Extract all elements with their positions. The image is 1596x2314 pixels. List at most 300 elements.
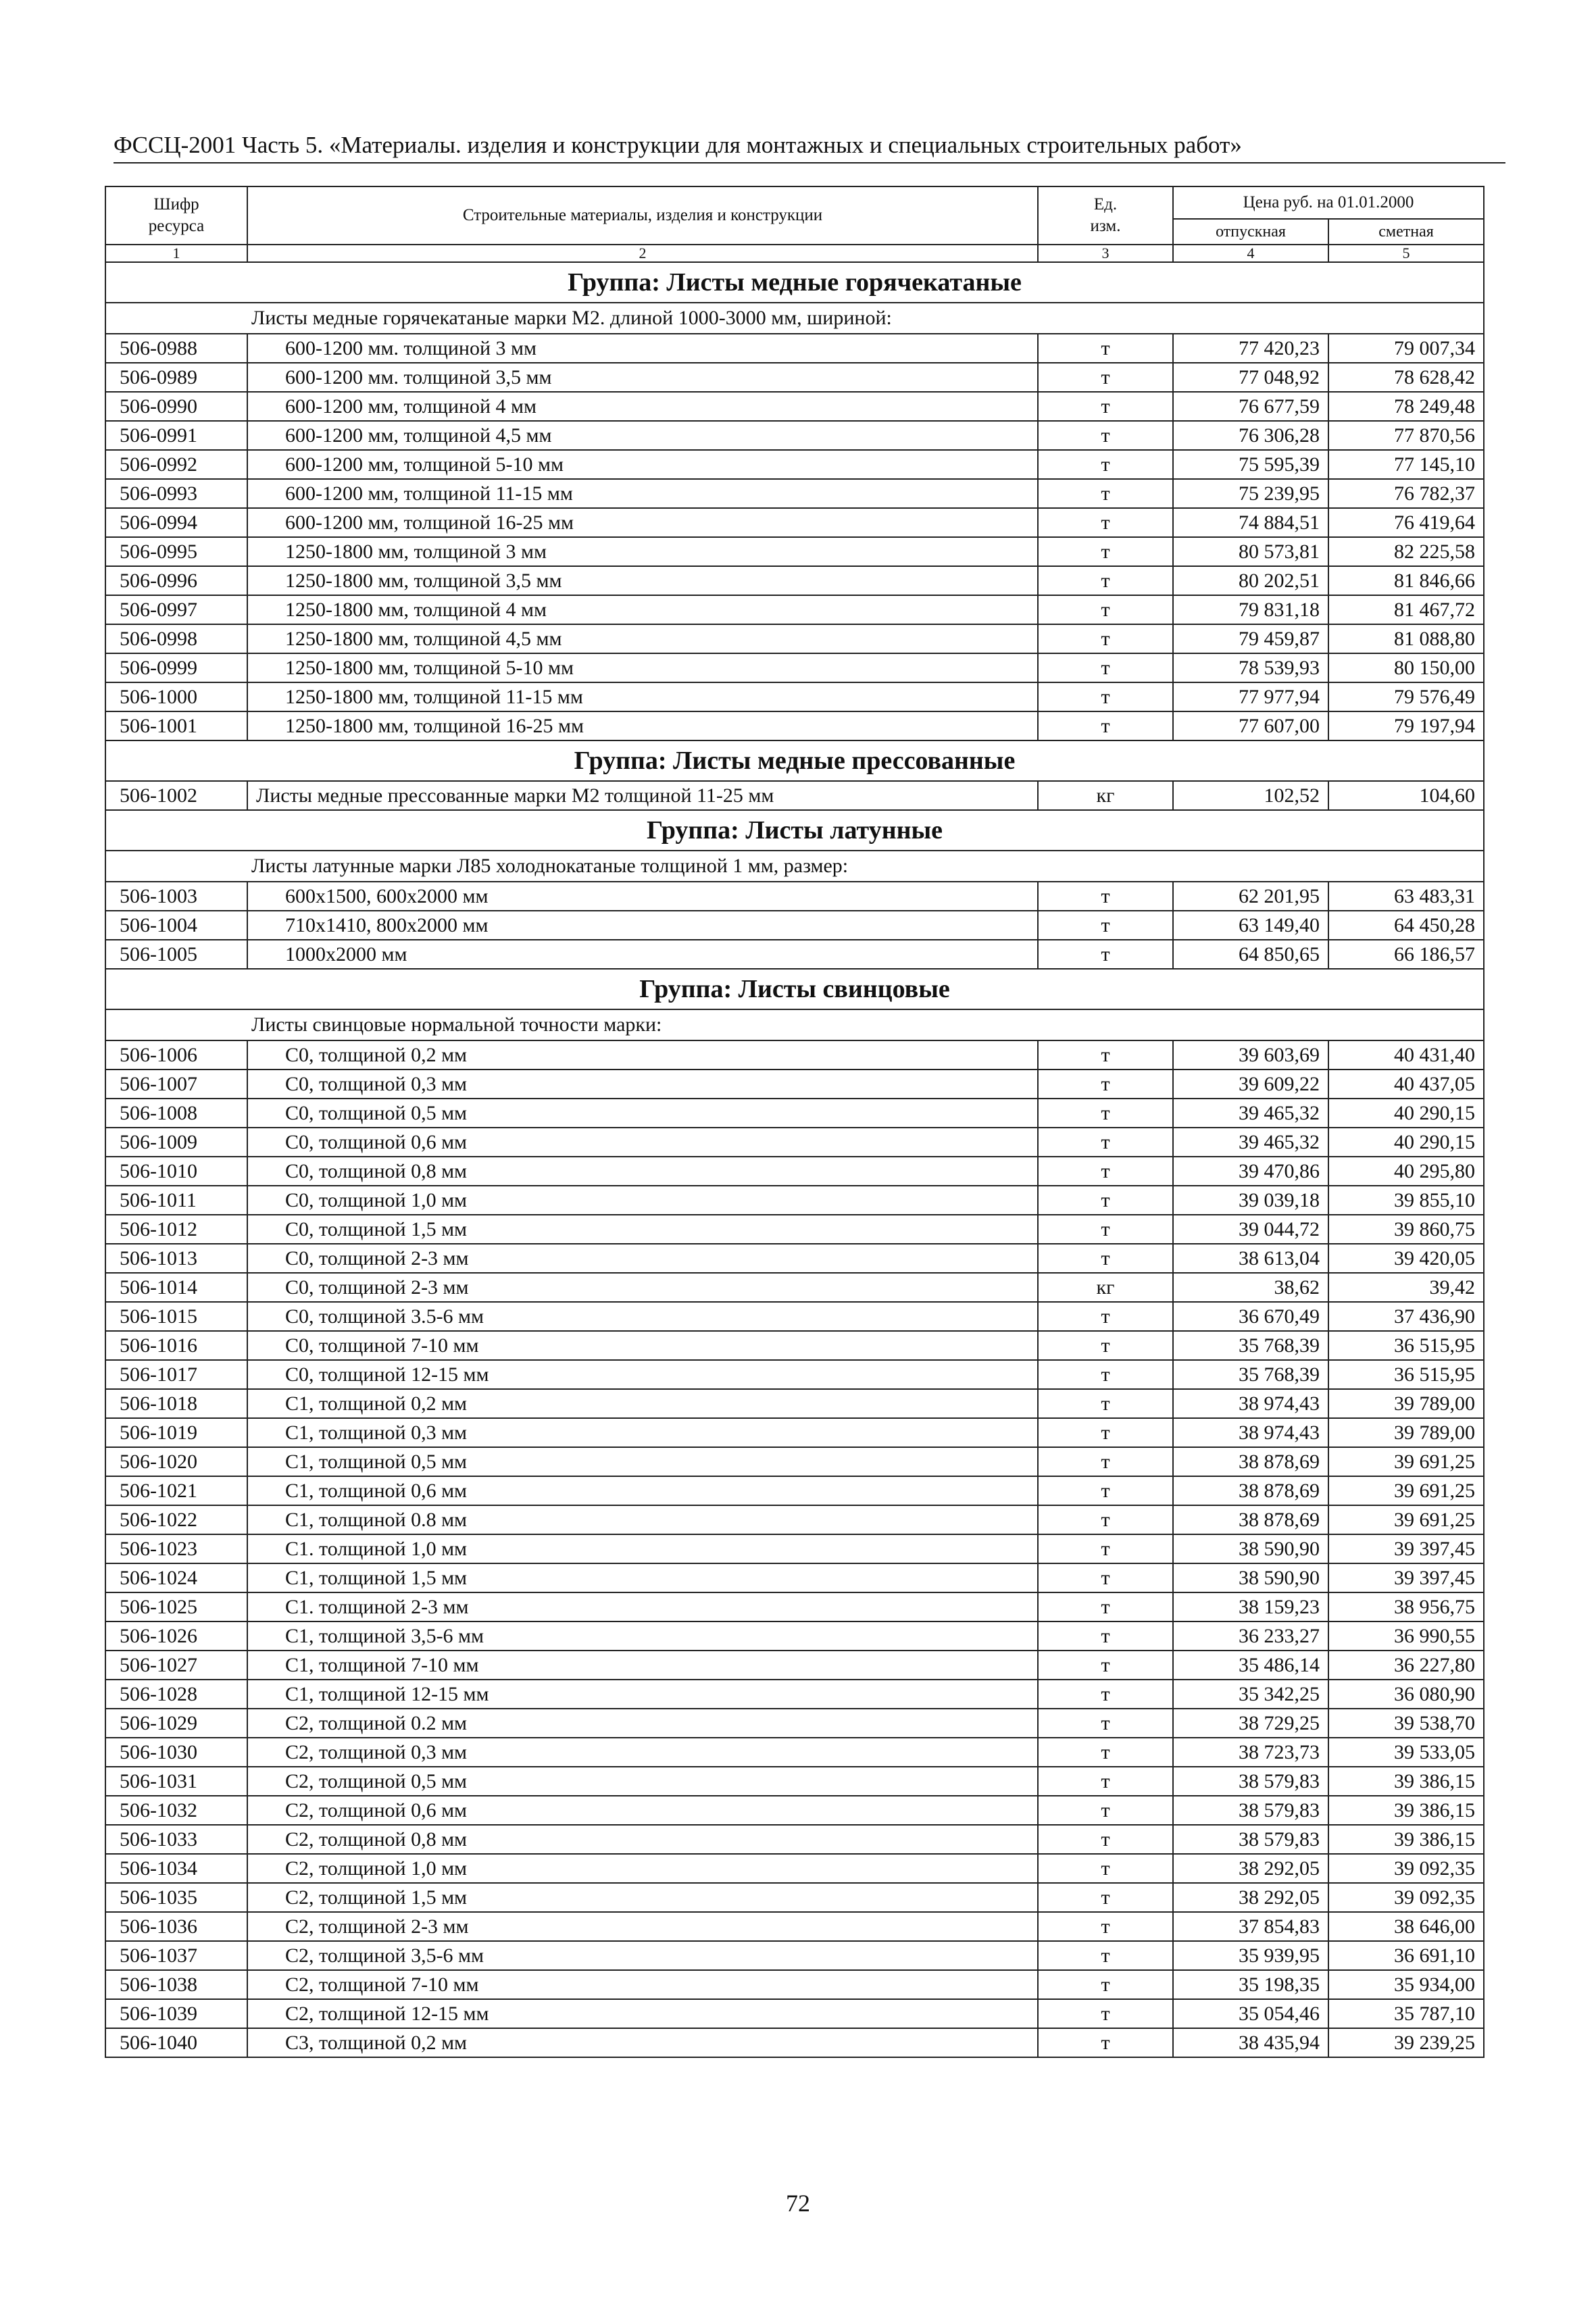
material-name: 1250-1800 мм, толщиной 4,5 мм bbox=[247, 624, 1038, 653]
group-heading-row bbox=[105, 810, 1484, 851]
unit-of-measure: т bbox=[1038, 882, 1173, 911]
subheading-row bbox=[105, 851, 1484, 882]
release-price: 38 292,05 bbox=[1173, 1854, 1328, 1883]
unit-of-measure: т bbox=[1038, 1651, 1173, 1680]
table-row bbox=[105, 1854, 1484, 1883]
release-price: 38 974,43 bbox=[1173, 1389, 1328, 1418]
table-row bbox=[105, 1244, 1484, 1273]
table-row bbox=[105, 1796, 1484, 1825]
unit-of-measure: т bbox=[1038, 1244, 1173, 1273]
material-name: С2, толщиной 0,8 мм bbox=[247, 1825, 1038, 1854]
resource-code: 506-1028 bbox=[105, 1680, 247, 1709]
material-name: 710x1410, 800x2000 мм bbox=[247, 911, 1038, 940]
table-row bbox=[105, 882, 1484, 911]
estimate-price: 39 420,05 bbox=[1328, 1244, 1484, 1273]
material-name: Листы медные прессованные марки М2 толщиной 11-25 мм bbox=[247, 781, 1038, 810]
resource-code: 506-1033 bbox=[105, 1825, 247, 1854]
unit-of-measure: т bbox=[1038, 711, 1173, 740]
column-number: 5 bbox=[1328, 245, 1484, 262]
resource-code: 506-1004 bbox=[105, 911, 247, 940]
release-price: 76 677,59 bbox=[1173, 392, 1328, 421]
release-price: 39 039,18 bbox=[1173, 1186, 1328, 1215]
resource-code: 506-1007 bbox=[105, 1070, 247, 1099]
estimate-price: 36 080,90 bbox=[1328, 1680, 1484, 1709]
resource-code: 506-0999 bbox=[105, 653, 247, 682]
estimate-price: 39 789,00 bbox=[1328, 1389, 1484, 1418]
material-name: С0, толщиной 12-15 мм bbox=[247, 1360, 1038, 1389]
release-price: 76 306,28 bbox=[1173, 421, 1328, 450]
estimate-price: 36 515,95 bbox=[1328, 1331, 1484, 1360]
estimate-price: 39 691,25 bbox=[1328, 1447, 1484, 1476]
material-name: 600-1200 мм. толщиной 3 мм bbox=[247, 334, 1038, 363]
table-row bbox=[105, 363, 1484, 392]
release-price: 39 465,32 bbox=[1173, 1099, 1328, 1128]
unit-of-measure: т bbox=[1038, 1128, 1173, 1157]
unit-of-measure: т bbox=[1038, 1389, 1173, 1418]
material-name: С2, толщиной 0,3 мм bbox=[247, 1738, 1038, 1767]
table-row bbox=[105, 1999, 1484, 2028]
release-price: 79 831,18 bbox=[1173, 595, 1328, 624]
resource-code: 506-1003 bbox=[105, 882, 247, 911]
unit-of-measure: т bbox=[1038, 421, 1173, 450]
group-heading: Группа: Листы медные прессованные bbox=[105, 740, 1484, 781]
release-price: 38 159,23 bbox=[1173, 1592, 1328, 1621]
material-name: С0, толщиной 0,8 мм bbox=[247, 1157, 1038, 1186]
group-heading-row bbox=[105, 969, 1484, 1009]
release-price: 35 054,46 bbox=[1173, 1999, 1328, 2028]
resource-code: 506-1017 bbox=[105, 1360, 247, 1389]
estimate-price: 39 855,10 bbox=[1328, 1186, 1484, 1215]
subheading-row bbox=[105, 1009, 1484, 1040]
table-row bbox=[105, 1099, 1484, 1128]
resource-code: 506-1025 bbox=[105, 1592, 247, 1621]
unit-of-measure: т bbox=[1038, 1070, 1173, 1099]
table-row bbox=[105, 1505, 1484, 1534]
estimate-price: 39,42 bbox=[1328, 1273, 1484, 1302]
resource-code: 506-1027 bbox=[105, 1651, 247, 1680]
material-name: С2, толщиной 0,6 мм bbox=[247, 1796, 1038, 1825]
resource-code: 506-1010 bbox=[105, 1157, 247, 1186]
release-price: 39 470,86 bbox=[1173, 1157, 1328, 1186]
table-row bbox=[105, 537, 1484, 566]
release-price: 35 342,25 bbox=[1173, 1680, 1328, 1709]
unit-of-measure: т bbox=[1038, 363, 1173, 392]
material-name: С1. толщиной 1,0 мм bbox=[247, 1534, 1038, 1563]
table-row bbox=[105, 595, 1484, 624]
estimate-price: 36 990,55 bbox=[1328, 1621, 1484, 1651]
resource-code: 506-1000 bbox=[105, 682, 247, 711]
estimate-price: 77 145,10 bbox=[1328, 450, 1484, 479]
unit-of-measure: т bbox=[1038, 1331, 1173, 1360]
estimate-price: 39 691,25 bbox=[1328, 1476, 1484, 1505]
material-name: С1, толщиной 0,3 мм bbox=[247, 1418, 1038, 1447]
unit-of-measure: т bbox=[1038, 1360, 1173, 1389]
release-price: 74 884,51 bbox=[1173, 508, 1328, 537]
estimate-price: 35 934,00 bbox=[1328, 1970, 1484, 1999]
estimate-price: 38 956,75 bbox=[1328, 1592, 1484, 1621]
resource-code: 506-1040 bbox=[105, 2028, 247, 2057]
column-number: 2 bbox=[247, 245, 1038, 262]
material-name: С0, толщиной 3.5-6 мм bbox=[247, 1302, 1038, 1331]
resource-code: 506-1011 bbox=[105, 1186, 247, 1215]
unit-of-measure: кг bbox=[1038, 781, 1173, 810]
estimate-price: 36 691,10 bbox=[1328, 1941, 1484, 1970]
table-row bbox=[105, 1825, 1484, 1854]
release-price: 102,52 bbox=[1173, 781, 1328, 810]
estimate-price: 39 533,05 bbox=[1328, 1738, 1484, 1767]
table-row bbox=[105, 479, 1484, 508]
unit-of-measure: т bbox=[1038, 537, 1173, 566]
unit-of-measure: т bbox=[1038, 682, 1173, 711]
release-price: 38 579,83 bbox=[1173, 1767, 1328, 1796]
material-name: С1, толщиной 0,6 мм bbox=[247, 1476, 1038, 1505]
release-price: 36 670,49 bbox=[1173, 1302, 1328, 1331]
release-price: 38 579,83 bbox=[1173, 1825, 1328, 1854]
release-price: 38 729,25 bbox=[1173, 1709, 1328, 1738]
unit-of-measure: т bbox=[1038, 1970, 1173, 1999]
table-row bbox=[105, 1476, 1484, 1505]
resource-code: 506-1001 bbox=[105, 711, 247, 740]
estimate-price: 81 467,72 bbox=[1328, 595, 1484, 624]
resource-code: 506-1005 bbox=[105, 940, 247, 969]
unit-of-measure: т bbox=[1038, 1912, 1173, 1941]
estimate-price: 78 249,48 bbox=[1328, 392, 1484, 421]
material-name: С1, толщиной 0,2 мм bbox=[247, 1389, 1038, 1418]
material-name: С0, толщиной 1,0 мм bbox=[247, 1186, 1038, 1215]
resource-code: 506-1019 bbox=[105, 1418, 247, 1447]
material-name: 600x1500, 600x2000 мм bbox=[247, 882, 1038, 911]
unit-of-measure: т bbox=[1038, 566, 1173, 595]
table-row bbox=[105, 1651, 1484, 1680]
unit-of-measure: т bbox=[1038, 1476, 1173, 1505]
material-name: 1250-1800 мм, толщиной 5-10 мм bbox=[247, 653, 1038, 682]
subheading: Листы свинцовые нормальной точности марки: bbox=[105, 1009, 1484, 1040]
table-row bbox=[105, 1592, 1484, 1621]
page-number: 72 bbox=[786, 2190, 810, 2217]
resource-code: 506-1026 bbox=[105, 1621, 247, 1651]
resource-code: 506-1024 bbox=[105, 1563, 247, 1592]
release-price: 38 878,69 bbox=[1173, 1476, 1328, 1505]
release-price: 35 198,35 bbox=[1173, 1970, 1328, 1999]
estimate-price: 39 789,00 bbox=[1328, 1418, 1484, 1447]
unit-of-measure: т bbox=[1038, 1186, 1173, 1215]
column-header-release: отпускная bbox=[1173, 219, 1328, 245]
resource-code: 506-1036 bbox=[105, 1912, 247, 1941]
estimate-price: 40 437,05 bbox=[1328, 1070, 1484, 1099]
unit-header-line2: изм. bbox=[1090, 217, 1121, 235]
unit-header-line1: Ед. bbox=[1093, 195, 1118, 213]
table-row bbox=[105, 566, 1484, 595]
unit-of-measure: т bbox=[1038, 1215, 1173, 1244]
material-name: С2, толщиной 7-10 мм bbox=[247, 1970, 1038, 1999]
table-row bbox=[105, 1912, 1484, 1941]
table-row bbox=[105, 1215, 1484, 1244]
material-name: 600-1200 мм, толщиной 4 мм bbox=[247, 392, 1038, 421]
material-name: С0, толщиной 0,3 мм bbox=[247, 1070, 1038, 1099]
estimate-price: 37 436,90 bbox=[1328, 1302, 1484, 1331]
price-table bbox=[105, 186, 1485, 2058]
unit-of-measure: т bbox=[1038, 1999, 1173, 2028]
estimate-price: 40 431,40 bbox=[1328, 1040, 1484, 1070]
resource-code: 506-0990 bbox=[105, 392, 247, 421]
column-number: 4 bbox=[1173, 245, 1328, 262]
table-row bbox=[105, 508, 1484, 537]
resource-code: 506-0989 bbox=[105, 363, 247, 392]
unit-of-measure: т bbox=[1038, 1709, 1173, 1738]
table-row bbox=[105, 1563, 1484, 1592]
resource-code: 506-0992 bbox=[105, 450, 247, 479]
release-price: 80 202,51 bbox=[1173, 566, 1328, 595]
estimate-price: 39 397,45 bbox=[1328, 1563, 1484, 1592]
release-price: 39 465,32 bbox=[1173, 1128, 1328, 1157]
estimate-price: 79 197,94 bbox=[1328, 711, 1484, 740]
unit-of-measure: т bbox=[1038, 1302, 1173, 1331]
table-header bbox=[105, 186, 1484, 262]
release-price: 77 607,00 bbox=[1173, 711, 1328, 740]
release-price: 78 539,93 bbox=[1173, 653, 1328, 682]
unit-of-measure: т bbox=[1038, 1157, 1173, 1186]
table-row bbox=[105, 1186, 1484, 1215]
unit-of-measure: т bbox=[1038, 1099, 1173, 1128]
release-price: 39 603,69 bbox=[1173, 1040, 1328, 1070]
table-row bbox=[105, 1360, 1484, 1389]
table-row bbox=[105, 682, 1484, 711]
release-price: 79 459,87 bbox=[1173, 624, 1328, 653]
release-price: 38,62 bbox=[1173, 1273, 1328, 1302]
table-row bbox=[105, 450, 1484, 479]
table-row bbox=[105, 1157, 1484, 1186]
unit-of-measure: т bbox=[1038, 653, 1173, 682]
estimate-price: 76 419,64 bbox=[1328, 508, 1484, 537]
resource-code: 506-0996 bbox=[105, 566, 247, 595]
estimate-price: 39 397,45 bbox=[1328, 1534, 1484, 1563]
unit-of-measure: т bbox=[1038, 624, 1173, 653]
release-price: 38 435,94 bbox=[1173, 2028, 1328, 2057]
material-name: С2, толщиной 0,5 мм bbox=[247, 1767, 1038, 1796]
table-row bbox=[105, 711, 1484, 740]
unit-of-measure: т bbox=[1038, 1883, 1173, 1912]
table-body bbox=[105, 262, 1484, 2057]
material-name: С0, толщиной 0,2 мм bbox=[247, 1040, 1038, 1070]
unit-of-measure: т bbox=[1038, 1941, 1173, 1970]
resource-code: 506-0991 bbox=[105, 421, 247, 450]
unit-of-measure: т bbox=[1038, 911, 1173, 940]
material-name: С1, толщиной 7-10 мм bbox=[247, 1651, 1038, 1680]
table-row bbox=[105, 334, 1484, 363]
release-price: 38 723,73 bbox=[1173, 1738, 1328, 1767]
unit-of-measure: т bbox=[1038, 595, 1173, 624]
release-price: 37 854,83 bbox=[1173, 1912, 1328, 1941]
unit-of-measure: т bbox=[1038, 1738, 1173, 1767]
material-name: С1, толщиной 0.8 мм bbox=[247, 1505, 1038, 1534]
table-row bbox=[105, 1680, 1484, 1709]
unit-of-measure: т bbox=[1038, 1592, 1173, 1621]
table-row bbox=[105, 421, 1484, 450]
resource-code: 506-1014 bbox=[105, 1273, 247, 1302]
table-row bbox=[105, 1389, 1484, 1418]
material-name: 600-1200 мм, толщиной 5-10 мм bbox=[247, 450, 1038, 479]
table-row bbox=[105, 1331, 1484, 1360]
group-heading-row bbox=[105, 262, 1484, 303]
release-price: 35 939,95 bbox=[1173, 1941, 1328, 1970]
table-row bbox=[105, 1738, 1484, 1767]
page-header: ФССЦ-2001 Часть 5. «Материалы. изделия и конструкции для монтажных и специальных строительных работ» bbox=[114, 128, 1505, 164]
unit-of-measure: т bbox=[1038, 1680, 1173, 1709]
material-name: С0, толщиной 2-3 мм bbox=[247, 1273, 1038, 1302]
material-name: 600-1200 мм, толщиной 4,5 мм bbox=[247, 421, 1038, 450]
material-name: 1000x2000 мм bbox=[247, 940, 1038, 969]
release-price: 35 768,39 bbox=[1173, 1331, 1328, 1360]
release-price: 38 974,43 bbox=[1173, 1418, 1328, 1447]
estimate-price: 80 150,00 bbox=[1328, 653, 1484, 682]
column-header-price: Цена руб. на 01.01.2000 bbox=[1173, 186, 1484, 219]
material-name: 600-1200 мм. толщиной 3,5 мм bbox=[247, 363, 1038, 392]
resource-code: 506-0988 bbox=[105, 334, 247, 363]
release-price: 39 044,72 bbox=[1173, 1215, 1328, 1244]
unit-of-measure: т bbox=[1038, 1418, 1173, 1447]
resource-code: 506-1029 bbox=[105, 1709, 247, 1738]
resource-code: 506-1012 bbox=[105, 1215, 247, 1244]
estimate-price: 39 092,35 bbox=[1328, 1883, 1484, 1912]
release-price: 63 149,40 bbox=[1173, 911, 1328, 940]
resource-code: 506-1022 bbox=[105, 1505, 247, 1534]
table-row bbox=[105, 1128, 1484, 1157]
unit-of-measure: т bbox=[1038, 479, 1173, 508]
material-name: С0, толщиной 2-3 мм bbox=[247, 1244, 1038, 1273]
resource-code: 506-1030 bbox=[105, 1738, 247, 1767]
material-name: 1250-1800 мм, толщиной 3,5 мм bbox=[247, 566, 1038, 595]
material-name: 1250-1800 мм, толщиной 4 мм bbox=[247, 595, 1038, 624]
material-name: 1250-1800 мм, толщиной 16-25 мм bbox=[247, 711, 1038, 740]
unit-of-measure: т bbox=[1038, 1796, 1173, 1825]
material-name: С2, толщиной 0.2 мм bbox=[247, 1709, 1038, 1738]
material-name: 600-1200 мм, толщиной 16-25 мм bbox=[247, 508, 1038, 537]
resource-code: 506-1039 bbox=[105, 1999, 247, 2028]
estimate-price: 39 538,70 bbox=[1328, 1709, 1484, 1738]
estimate-price: 76 782,37 bbox=[1328, 479, 1484, 508]
table-row bbox=[105, 781, 1484, 810]
estimate-price: 63 483,31 bbox=[1328, 882, 1484, 911]
estimate-price: 79 576,49 bbox=[1328, 682, 1484, 711]
resource-code: 506-0993 bbox=[105, 479, 247, 508]
release-price: 38 579,83 bbox=[1173, 1796, 1328, 1825]
material-name: С1, толщиной 1,5 мм bbox=[247, 1563, 1038, 1592]
material-name: С1, толщиной 3,5-6 мм bbox=[247, 1621, 1038, 1651]
code-header-line2: ресурса bbox=[148, 217, 205, 235]
resource-code: 506-0997 bbox=[105, 595, 247, 624]
estimate-price: 104,60 bbox=[1328, 781, 1484, 810]
estimate-price: 82 225,58 bbox=[1328, 537, 1484, 566]
release-price: 38 878,69 bbox=[1173, 1447, 1328, 1476]
table-row bbox=[105, 1709, 1484, 1738]
unit-of-measure: т bbox=[1038, 1505, 1173, 1534]
resource-code: 506-1015 bbox=[105, 1302, 247, 1331]
unit-of-measure: т bbox=[1038, 1040, 1173, 1070]
estimate-price: 39 860,75 bbox=[1328, 1215, 1484, 1244]
subheading-row bbox=[105, 303, 1484, 334]
release-price: 38 590,90 bbox=[1173, 1563, 1328, 1592]
estimate-price: 39 092,35 bbox=[1328, 1854, 1484, 1883]
table-row bbox=[105, 1883, 1484, 1912]
table-row bbox=[105, 1040, 1484, 1070]
resource-code: 506-1002 bbox=[105, 781, 247, 810]
column-header-name: Строительные материалы, изделия и конструкции bbox=[247, 186, 1038, 245]
release-price: 36 233,27 bbox=[1173, 1621, 1328, 1651]
unit-of-measure: т bbox=[1038, 334, 1173, 363]
table-row bbox=[105, 1767, 1484, 1796]
estimate-price: 78 628,42 bbox=[1328, 363, 1484, 392]
estimate-price: 39 691,25 bbox=[1328, 1505, 1484, 1534]
resource-code: 506-1035 bbox=[105, 1883, 247, 1912]
release-price: 38 590,90 bbox=[1173, 1534, 1328, 1563]
resource-code: 506-0995 bbox=[105, 537, 247, 566]
release-price: 38 878,69 bbox=[1173, 1505, 1328, 1534]
estimate-price: 81 088,80 bbox=[1328, 624, 1484, 653]
unit-of-measure: т bbox=[1038, 1767, 1173, 1796]
estimate-price: 38 646,00 bbox=[1328, 1912, 1484, 1941]
code-header-line1: Шифр bbox=[153, 195, 199, 213]
unit-of-measure: т bbox=[1038, 1534, 1173, 1563]
unit-of-measure: кг bbox=[1038, 1273, 1173, 1302]
estimate-price: 64 450,28 bbox=[1328, 911, 1484, 940]
table-row bbox=[105, 1970, 1484, 1999]
material-name: С0, толщиной 7-10 мм bbox=[247, 1331, 1038, 1360]
estimate-price: 36 515,95 bbox=[1328, 1360, 1484, 1389]
release-price: 77 048,92 bbox=[1173, 363, 1328, 392]
table-row bbox=[105, 624, 1484, 653]
resource-code: 506-1037 bbox=[105, 1941, 247, 1970]
resource-code: 506-1032 bbox=[105, 1796, 247, 1825]
table-row bbox=[105, 1418, 1484, 1447]
unit-of-measure: т bbox=[1038, 508, 1173, 537]
table-row bbox=[105, 911, 1484, 940]
release-price: 35 768,39 bbox=[1173, 1360, 1328, 1389]
resource-code: 506-1031 bbox=[105, 1767, 247, 1796]
table-row bbox=[105, 1070, 1484, 1099]
estimate-price: 79 007,34 bbox=[1328, 334, 1484, 363]
material-name: С0, толщиной 1,5 мм bbox=[247, 1215, 1038, 1244]
estimate-price: 81 846,66 bbox=[1328, 566, 1484, 595]
unit-of-measure: т bbox=[1038, 2028, 1173, 2057]
material-name: С1, толщиной 0,5 мм bbox=[247, 1447, 1038, 1476]
estimate-price: 35 787,10 bbox=[1328, 1999, 1484, 2028]
release-price: 38 613,04 bbox=[1173, 1244, 1328, 1273]
release-price: 75 239,95 bbox=[1173, 479, 1328, 508]
unit-of-measure: т bbox=[1038, 1854, 1173, 1883]
release-price: 64 850,65 bbox=[1173, 940, 1328, 969]
table-row bbox=[105, 1941, 1484, 1970]
material-name: 1250-1800 мм, толщиной 11-15 мм bbox=[247, 682, 1038, 711]
column-header-code bbox=[105, 186, 247, 245]
resource-code: 506-0998 bbox=[105, 624, 247, 653]
material-name: С0, толщиной 0,5 мм bbox=[247, 1099, 1038, 1128]
release-price: 62 201,95 bbox=[1173, 882, 1328, 911]
resource-code: 506-1020 bbox=[105, 1447, 247, 1476]
resource-code: 506-1006 bbox=[105, 1040, 247, 1070]
subheading: Листы латунные марки Л85 холоднокатаные толщиной 1 мм, размер: bbox=[105, 851, 1484, 882]
table-row bbox=[105, 2028, 1484, 2057]
group-heading: Группа: Листы латунные bbox=[105, 810, 1484, 851]
group-heading-row bbox=[105, 740, 1484, 781]
release-price: 77 977,94 bbox=[1173, 682, 1328, 711]
column-header-unit bbox=[1038, 186, 1173, 245]
material-name: С2, толщиной 3,5-6 мм bbox=[247, 1941, 1038, 1970]
unit-of-measure: т bbox=[1038, 450, 1173, 479]
estimate-price: 39 386,15 bbox=[1328, 1767, 1484, 1796]
estimate-price: 39 386,15 bbox=[1328, 1825, 1484, 1854]
estimate-price: 40 295,80 bbox=[1328, 1157, 1484, 1186]
resource-code: 506-1034 bbox=[105, 1854, 247, 1883]
